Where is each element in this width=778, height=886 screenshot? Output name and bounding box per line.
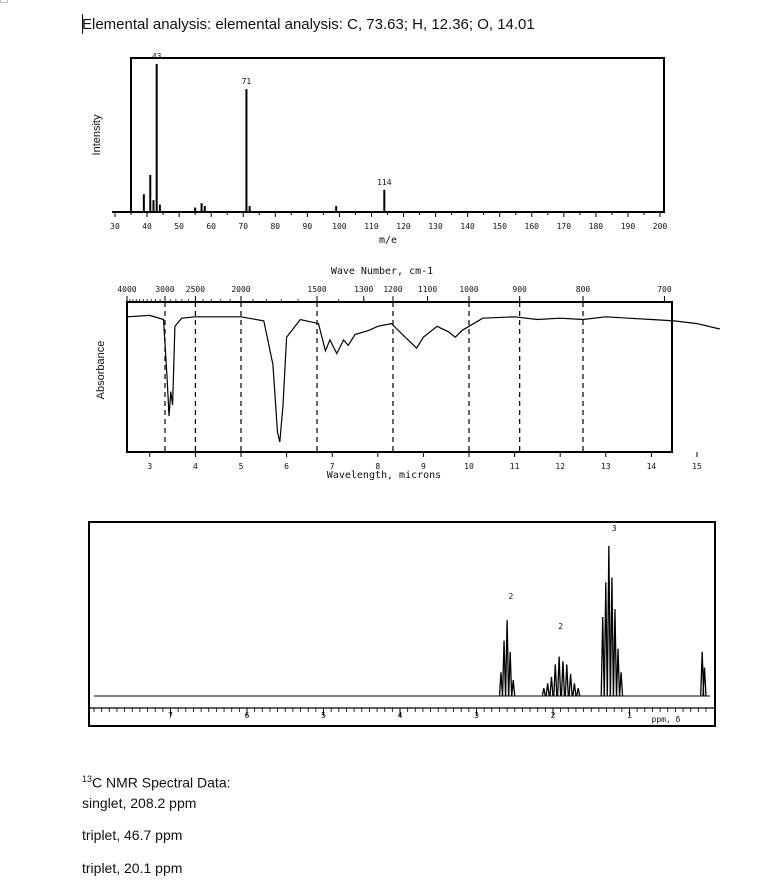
ir-bottom-tick-label: 14 (646, 462, 657, 471)
nmr-tick-label: 6 (244, 711, 250, 720)
ms-tick-label: 120 (396, 222, 411, 231)
nmr-tick-label: 4 (397, 711, 403, 720)
ir-top-tick-label: 1300 (354, 285, 374, 294)
nmr-peak (617, 649, 620, 696)
c13-title (82, 774, 231, 791)
nmr-peak (561, 661, 564, 696)
elemental-analysis-heading: Elemental analysis: elemental analysis: C, 73.63; H, 12.36; O, 14.01 (82, 16, 535, 33)
ir-top-tick-label: 2500 (185, 285, 206, 294)
ir-top-tick-label: 3000 (155, 285, 175, 294)
nmr-peak (542, 688, 545, 696)
nmr-peak (506, 620, 509, 696)
ir-top-tick-label: 800 (575, 285, 591, 294)
c13-title-text: C NMR Spectral Data: (92, 774, 231, 791)
ms-tick-label: 150 (492, 222, 507, 231)
nmr-peak (601, 617, 604, 696)
nmr-peak (604, 582, 607, 696)
ir-bottom-tick-label: 3 (147, 462, 153, 471)
ms-tick-label: 60 (206, 222, 216, 231)
ms-peak-label: 71 (241, 77, 252, 87)
nmr-tick-label: 3 (474, 711, 479, 720)
c13-peak-3: triplet, 20.1 ppm (82, 860, 183, 876)
nmr-peak (577, 688, 580, 696)
ir-bottom-tick-label: 11 (509, 462, 520, 471)
nmr-peak (509, 652, 512, 696)
nmr-peak (550, 677, 553, 696)
ir-absorbance-curve (127, 315, 720, 442)
ms-tick-label: 90 (302, 222, 313, 231)
nmr-peak (558, 657, 561, 697)
ir-bottom-tick-label: 5 (238, 462, 244, 471)
nmr-peak (610, 578, 613, 697)
ms-tick-label: 30 (110, 222, 120, 231)
ir-bottom-tick-label: 6 (284, 462, 290, 471)
ms-tick-label: 80 (270, 222, 281, 231)
nmr-peak (565, 664, 568, 696)
ms-peak-label: 114 (377, 177, 392, 187)
ms-tick-label: 140 (460, 222, 475, 231)
ms-x-axis-title: m/e (378, 235, 398, 246)
nmr-peak (607, 546, 610, 696)
nmr-peak (512, 680, 515, 696)
nmr-tick-label: 2 (550, 711, 556, 720)
c13-peak-1: singlet, 208.2 ppm (82, 795, 197, 811)
ir-bottom-tick-label: 4 (192, 462, 198, 471)
ir-bottom-tick-label: 8 (375, 462, 381, 471)
ms-tick-label: 40 (142, 222, 152, 231)
ir-x-axis-title: Wavelength, microns (326, 470, 442, 481)
ms-tick-label: 200 (652, 222, 668, 231)
nmr-integration-label: 2 (558, 622, 564, 632)
ir-top-tick-label: 2000 (231, 285, 251, 294)
ir-bottom-tick-label: 10 (464, 462, 474, 471)
ms-tick-label: 100 (332, 222, 347, 231)
nmr-integration-label: 3 (611, 524, 617, 534)
ir-bottom-tick-label: 13 (600, 462, 611, 471)
ir-bottom-tick-label: 7 (329, 462, 335, 471)
ms-y-axis-title: Intensity (91, 114, 103, 156)
ms-plot-frame (131, 58, 664, 212)
ms-tick-label: 160 (524, 222, 539, 231)
ir-top-tick-label: 1500 (307, 285, 327, 294)
ir-top-tick-label: 900 (512, 285, 527, 294)
ir-plot-frame (127, 302, 672, 452)
ms-tick-label: 110 (364, 222, 379, 231)
ir-bottom-tick-label: 9 (420, 462, 426, 471)
ir-top-tick-label: 4000 (117, 285, 137, 294)
ms-tick-label: 170 (556, 222, 572, 231)
nmr-integration-label: 2 (508, 592, 514, 602)
ir-top-tick-label: 1200 (383, 285, 403, 294)
nmr-peak (546, 683, 549, 696)
nmr-tick-label: 5 (321, 711, 326, 720)
ms-tick-label: 50 (174, 222, 184, 231)
nmr-peak (569, 674, 572, 696)
ir-bottom-tick-label: 12 (555, 462, 566, 471)
nmr-peak (573, 683, 576, 696)
ir-top-tick-label: 1100 (417, 285, 438, 294)
nmr-peak (613, 609, 616, 696)
nmr-tick-label: 7 (168, 711, 173, 720)
ir-top-tick-label: 1000 (459, 285, 479, 294)
ms-tick-label: 180 (588, 222, 604, 231)
ir-bottom-tick-label: 15 (692, 462, 702, 471)
ms-peak-label: 43 (151, 52, 162, 61)
nmr-peak (620, 672, 623, 696)
nmr-plot-frame (89, 522, 715, 726)
nmr-peak (554, 664, 557, 696)
ms-tick-label: 190 (620, 222, 636, 231)
nmr-peak (503, 641, 506, 696)
ir-top-tick-label: 700 (657, 285, 672, 294)
ir-top-axis-title: Wave Number, cm-1 (330, 266, 434, 277)
c13-peak-2: triplet, 46.7 ppm (82, 827, 183, 843)
nmr-x-axis-title: ppm, δ (651, 715, 681, 724)
c13-title-sup: 13 (82, 774, 93, 784)
ms-tick-label: 130 (428, 222, 443, 231)
nmr-tick-label: 1 (627, 711, 632, 720)
ms-tick-label: 70 (238, 222, 249, 231)
ir-y-axis-title: Absorbance (95, 340, 107, 400)
